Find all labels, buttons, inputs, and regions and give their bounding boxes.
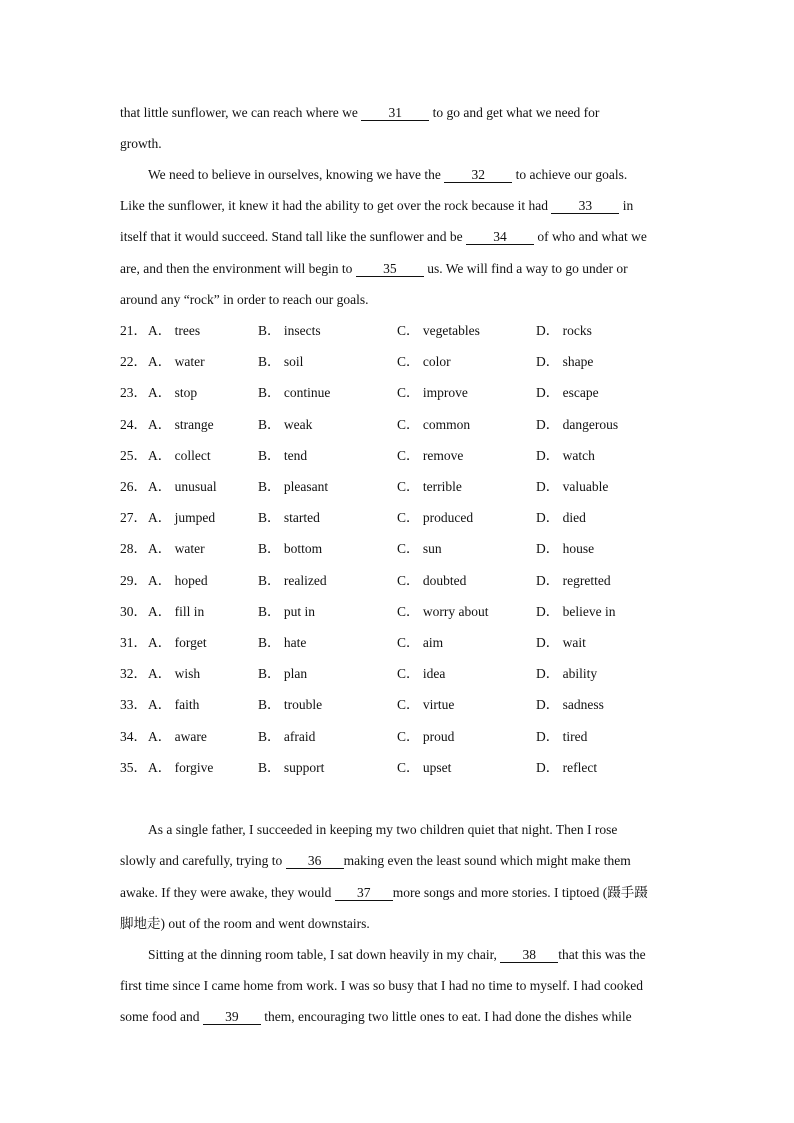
option-d[interactable]: D． reflect (536, 760, 598, 775)
option-d[interactable]: D． rocks (536, 323, 592, 338)
passage1-line-5: itself that it would succeed. Stand tall like the sunflower and be 34 of who and what we (120, 229, 647, 244)
option-b[interactable]: B． afraid (258, 729, 316, 744)
option-a[interactable]: A． faith (148, 697, 200, 712)
passage1-line-3: We need to believe in ourselves, knowing we have the 32 to achieve our goals. (148, 167, 628, 182)
option-b[interactable]: B． insects (258, 323, 321, 338)
option-a[interactable]: A． water (148, 541, 205, 556)
option-b[interactable]: B． support (258, 760, 325, 775)
question-number: 33． (120, 697, 147, 712)
question-number: 30． (120, 604, 147, 619)
blank-33[interactable]: 33 (551, 199, 619, 214)
passage2-line-1: As a single father, I succeeded in keeping my two children quiet that night. Then I rose (148, 822, 618, 837)
option-b[interactable]: B． trouble (258, 697, 323, 712)
option-a[interactable]: A． water (148, 354, 205, 369)
question-28 (120, 541, 680, 557)
blank-37[interactable]: 37 (335, 886, 393, 901)
question-number: 26． (120, 479, 147, 494)
option-c[interactable]: C． color (397, 354, 451, 369)
option-b[interactable]: B． realized (258, 573, 327, 588)
question-34 (120, 729, 680, 745)
blank-36[interactable]: 36 (286, 854, 344, 869)
question-number: 22． (120, 354, 147, 369)
option-b[interactable]: B． hate (258, 635, 307, 650)
option-a[interactable]: A． jumped (148, 510, 216, 525)
question-number: 29． (120, 573, 147, 588)
passage2-line-7: some food and 39 them, encouraging two little ones to eat. I had done the dishes while (120, 1009, 632, 1024)
question-27 (120, 510, 680, 526)
option-a[interactable]: A． hoped (148, 573, 208, 588)
question-24 (120, 417, 680, 433)
option-b[interactable]: B． weak (258, 417, 313, 432)
question-30 (120, 604, 680, 620)
question-26 (120, 479, 680, 495)
option-a[interactable]: A． stop (148, 385, 198, 400)
question-29 (120, 573, 680, 589)
option-d[interactable]: D． dangerous (536, 417, 619, 432)
blank-31[interactable]: 31 (361, 106, 429, 121)
question-31 (120, 635, 680, 651)
question-32 (120, 666, 680, 682)
option-c[interactable]: C． vegetables (397, 323, 480, 338)
question-35 (120, 760, 680, 776)
question-33 (120, 697, 680, 713)
option-b[interactable]: B． continue (258, 385, 331, 400)
blank-39[interactable]: 39 (203, 1010, 261, 1025)
option-c[interactable]: C． improve (397, 385, 468, 400)
option-c[interactable]: C． aim (397, 635, 444, 650)
option-b[interactable]: B． bottom (258, 541, 323, 556)
blank-38[interactable]: 38 (500, 948, 558, 963)
passage2-line-2: slowly and carefully, trying to 36 making even the least sound which might make them (120, 853, 631, 868)
option-c[interactable]: C． upset (397, 760, 452, 775)
option-a[interactable]: A． fill in (148, 604, 205, 619)
option-c[interactable]: C． terrible (397, 479, 462, 494)
option-d[interactable]: D． house (536, 541, 595, 556)
option-c[interactable]: C． sun (397, 541, 442, 556)
question-number: 21． (120, 323, 147, 338)
question-number: 31． (120, 635, 147, 650)
option-a[interactable]: A． forgive (148, 760, 214, 775)
blank-35[interactable]: 35 (356, 262, 424, 277)
option-c[interactable]: C． worry about (397, 604, 489, 619)
question-25 (120, 448, 680, 464)
question-number: 34． (120, 729, 147, 744)
option-b[interactable]: B． soil (258, 354, 304, 369)
option-a[interactable]: A． trees (148, 323, 201, 338)
option-d[interactable]: D． tired (536, 729, 588, 744)
option-a[interactable]: A． forget (148, 635, 207, 650)
option-d[interactable]: D． watch (536, 448, 595, 463)
passage2-line-4: 脚地走) out of the room and went downstairs. (120, 916, 370, 931)
passage1-line-2: growth. (120, 136, 162, 151)
option-d[interactable]: D． ability (536, 666, 598, 681)
option-d[interactable]: D． regretted (536, 573, 611, 588)
question-number: 32． (120, 666, 147, 681)
passage2-line-5: Sitting at the dinning room table, I sat down heavily in my chair, 38 that this was the (148, 947, 646, 962)
question-number: 27． (120, 510, 147, 525)
option-d[interactable]: D． wait (536, 635, 586, 650)
option-c[interactable]: C． remove (397, 448, 464, 463)
option-c[interactable]: C． produced (397, 510, 474, 525)
option-d[interactable]: D． escape (536, 385, 599, 400)
option-d[interactable]: D． died (536, 510, 586, 525)
passage2-line-6: first time since I came home from work. I was so busy that I had no time to myself. I had cooked (120, 978, 643, 993)
option-b[interactable]: B． put in (258, 604, 316, 619)
option-a[interactable]: A． unusual (148, 479, 217, 494)
passage1-line-6: are, and then the environment will begin to 35 us. We will find a way to go under or (120, 261, 628, 276)
option-c[interactable]: C． proud (397, 729, 455, 744)
question-number: 24． (120, 417, 147, 432)
option-c[interactable]: C． common (397, 417, 471, 432)
option-b[interactable]: B． plan (258, 666, 308, 681)
option-d[interactable]: D． sadness (536, 697, 604, 712)
passage1-line-4: Like the sunflower, it knew it had the ability to get over the rock because it had 33 in (120, 198, 634, 213)
option-c[interactable]: C． doubted (397, 573, 467, 588)
blank-34[interactable]: 34 (466, 230, 534, 245)
option-a[interactable]: A． wish (148, 666, 201, 681)
option-a[interactable]: A． aware (148, 729, 207, 744)
passage2-line-3: awake. If they were awake, they would 37 more songs and more stories. I tiptoed (蹑手蹑 (120, 885, 648, 900)
question-23 (120, 385, 680, 401)
question-number: 25． (120, 448, 147, 463)
option-b[interactable]: B． tend (258, 448, 308, 463)
option-d[interactable]: D． shape (536, 354, 594, 369)
option-d[interactable]: D． valuable (536, 479, 609, 494)
passage1-line-7: around any “rock” in order to reach our goals. (120, 292, 369, 307)
blank-32[interactable]: 32 (444, 168, 512, 183)
question-number: 35． (120, 760, 147, 775)
question-number: 23． (120, 385, 147, 400)
option-a[interactable]: A． strange (148, 417, 214, 432)
option-a[interactable]: A． collect (148, 448, 211, 463)
question-number: 28． (120, 541, 147, 556)
option-d[interactable]: D． believe in (536, 604, 616, 619)
question-21 (120, 323, 680, 339)
passage1-line-1: that little sunflower, we can reach where we 31 to go and get what we need for (120, 105, 600, 120)
question-22 (120, 354, 680, 370)
option-c[interactable]: C． virtue (397, 697, 455, 712)
option-b[interactable]: B． pleasant (258, 479, 329, 494)
option-b[interactable]: B． started (258, 510, 320, 525)
option-c[interactable]: C． idea (397, 666, 446, 681)
